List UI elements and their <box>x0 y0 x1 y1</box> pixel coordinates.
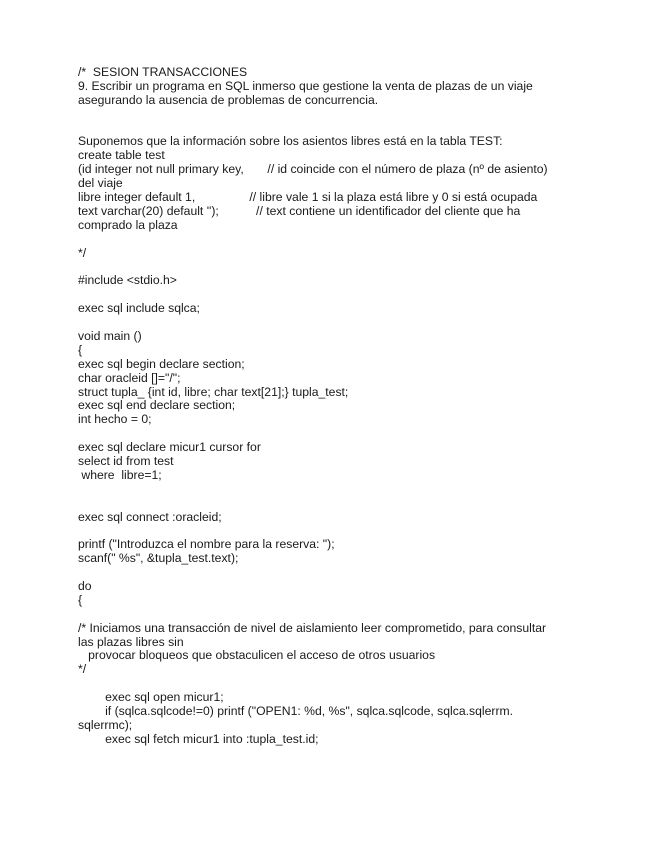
code-line: select id from test <box>78 453 174 468</box>
spacer <box>78 427 583 441</box>
code-line: { <box>78 342 83 357</box>
code-line: libre integer default 1, // libre vale 1 si la plaza está libre y 0 si está ocupada <box>78 190 538 205</box>
code-line: void main () <box>78 328 142 343</box>
code-line: if (sqlca.sqlcode!=0) printf ("OPEN1: %d, %s", sqlca.sqlcode, sqlca.sqlerrm. <box>78 704 514 718</box>
comment-close: */ <box>78 245 87 260</box>
spacer <box>78 233 583 247</box>
code-line: text varchar(20) default ''); // text contiene un identificador del cliente que ha <box>78 203 521 218</box>
code-line: exec sql declare micur1 cursor for <box>78 440 261 455</box>
spacer <box>78 524 583 538</box>
code-line: exec sql fetch micur1 into :tupla_test.id; <box>78 731 319 746</box>
code-line: int hecho = 0; <box>78 412 152 427</box>
code-line: create table test <box>78 148 165 163</box>
code-line: exec sql end declare section; <box>78 398 236 413</box>
code-line: printf ("Introduzca el nombre para la reserva: "); <box>78 537 335 552</box>
assumption-line: Suponemos que la información sobre los asientos libres está en la tabla TEST: <box>78 134 503 149</box>
code-line: sqlerrmc); <box>78 717 133 732</box>
spacer <box>78 316 583 330</box>
comment-open-title: /* SESION TRANSACCIONES <box>78 65 248 79</box>
exercise-statement-line-1: 9. Escribir un programa en SQL inmerso que gestione la venta de plazas de un viaje <box>78 78 533 93</box>
spacer <box>78 260 583 274</box>
exercise-statement-line-2: asegurando la ausencia de problemas de concurrencia. <box>78 92 379 107</box>
spacer <box>78 677 583 691</box>
code-line: do <box>78 578 92 593</box>
comment-line: provocar bloqueos que obstaculicen el acceso de otros usuarios <box>78 648 436 663</box>
code-line: char oracleid []="/"; <box>78 370 181 385</box>
comment-line: */ <box>78 662 87 677</box>
spacer <box>78 108 583 136</box>
code-line: where libre=1; <box>78 467 162 482</box>
spacer <box>78 566 583 580</box>
code-line: exec sql connect :oracleid; <box>78 509 222 524</box>
spacer <box>78 608 583 622</box>
code-line: del viaje <box>78 176 123 191</box>
code-line: (id integer not null primary key, // id coincide con el número de plaza (nº de asiento) <box>78 162 548 177</box>
code-line: exec sql open micur1; <box>78 690 224 705</box>
spacer <box>78 288 583 302</box>
code-line: struct tupla_ {int id, libre; char text[21];} tupla_test; <box>78 384 349 399</box>
document-page <box>78 66 583 747</box>
code-line: comprado la plaza <box>78 217 178 232</box>
code-line: scanf(" %s", &tupla_test.text); <box>78 551 239 566</box>
code-line: #include <stdio.h> <box>78 273 177 288</box>
code-line: exec sql begin declare section; <box>78 356 245 371</box>
code-line: { <box>78 592 83 607</box>
spacer <box>78 483 583 511</box>
comment-line: /* Iniciamos una transacción de nivel de aislamiento leer comprometido, para consultar <box>78 620 547 635</box>
comment-line: las plazas libres sin <box>78 634 184 649</box>
code-line: exec sql include sqlca; <box>78 301 200 316</box>
